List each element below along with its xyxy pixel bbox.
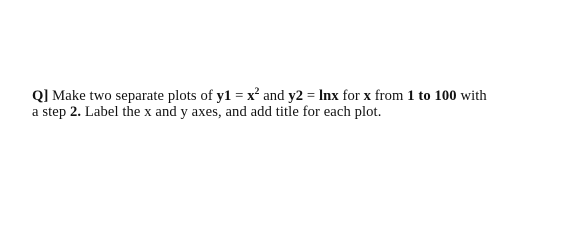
question-text — [32, 88, 572, 120]
exponent: 2 — [254, 87, 260, 98]
range-start: 1 — [407, 88, 415, 104]
range-to: to — [418, 88, 431, 104]
func-lnx: lnx — [318, 88, 339, 104]
question-line-2 — [32, 104, 572, 120]
var-y2: y2 — [288, 88, 304, 104]
question-label: Q] — [32, 88, 49, 104]
text-segment: and — [259, 88, 289, 104]
text-segment: Make two separate plots of — [48, 88, 217, 104]
question-line-1 — [32, 88, 572, 104]
text-segment: for — [338, 88, 364, 104]
text-segment: a step — [32, 104, 70, 120]
text-segment: = — [231, 88, 248, 104]
var-x: x — [247, 88, 255, 104]
var-x-range: x — [363, 88, 371, 104]
text-segment: Label the x and y axes, and add title for each plot. — [81, 104, 382, 120]
step-value: 2. — [69, 104, 82, 120]
text-segment: from — [370, 88, 408, 104]
var-y1: y1 — [216, 88, 232, 104]
range-end: 100 — [434, 88, 457, 104]
text-segment: = — [303, 88, 319, 104]
text-segment: with — [456, 88, 487, 104]
